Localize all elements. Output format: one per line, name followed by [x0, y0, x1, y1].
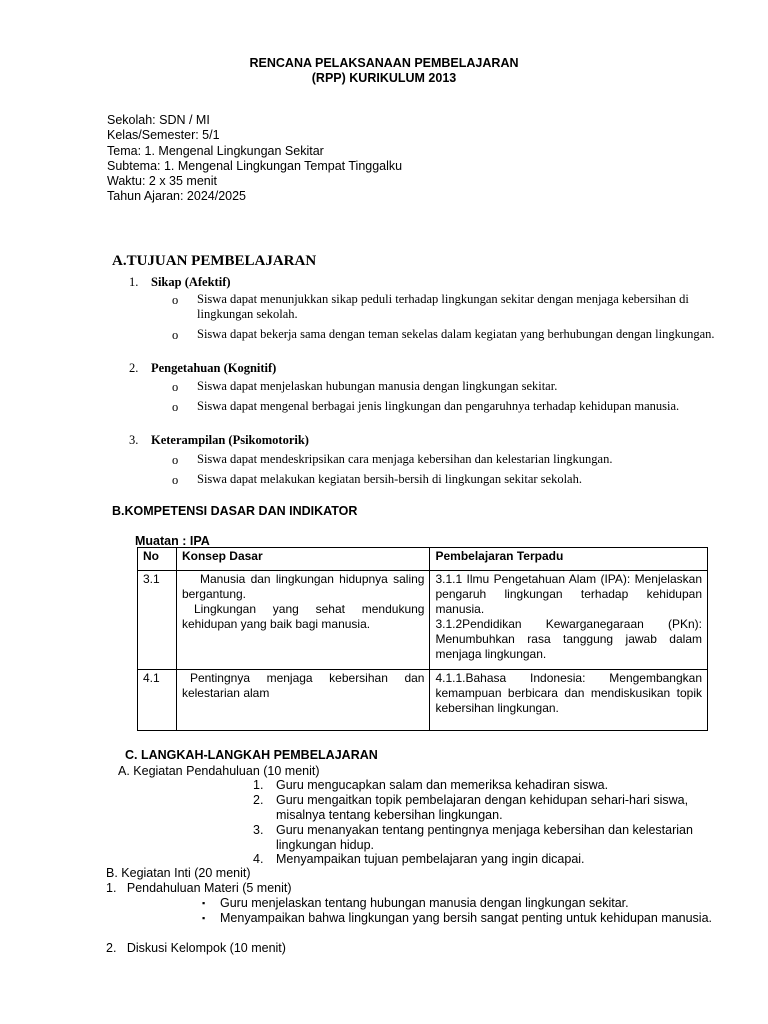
objective-item: Siswa dapat menjelaskan hubungan manusia dengan lingkungan sekitar.: [197, 379, 558, 393]
info-theme: Tema: 1. Mengenal Lingkungan Sekitar: [107, 143, 324, 158]
section-b-heading: B.KOMPETENSI DASAR DAN INDIKATOR: [112, 504, 358, 518]
objective-group-number: 1.: [129, 275, 139, 289]
objective-item: Siswa dapat mengenal berbagai jenis lingkungan dan pengaruhnya terhadap kehidupan manusia.: [197, 399, 680, 413]
objective-item: Siswa dapat menunjukkan sikap peduli terhadap lingkungan sekitar dengan menjaga kebersihan di lingkungan sekolah.: [197, 292, 689, 322]
subject-label: Muatan : IPA: [135, 534, 210, 548]
objective-item: Siswa dapat mendeskripsikan cara menjaga kebersihan dan kelestarian lingkungan.: [197, 452, 613, 466]
step-number: 1.: [253, 778, 264, 792]
bullet-marker: o: [172, 473, 179, 487]
step-text: Guru menanyakan tentang pentingnya menjaga kebersihan dan kelestarian lingkungan hidup.: [276, 823, 693, 852]
objective-group-3: [129, 433, 309, 448]
terpadu-paragraph: 3.1.2Pendidikan Kewarganegaraan (PKn): Menumbuhkan rasa tanggung jawab dalam menjaga lingkungan.: [435, 617, 702, 661]
objective-group-title: Keterampilan (Psikomotorik): [151, 433, 309, 447]
bullet-marker: o: [172, 293, 179, 307]
step-text: Menyampaikan tujuan pembelajaran yang ingin dicapai.: [276, 852, 585, 866]
inti-bullet-text: Menyampaikan bahwa lingkungan yang bersih sangat penting untuk kehidupan manusia.: [220, 911, 713, 925]
square-bullet-icon: ▪: [202, 913, 206, 923]
terpadu-paragraph: 4.1.1.Bahasa Indonesia: Mengembangkan kemampuan berbicara dan mendiskusikan topik kebersihan lingkungan.: [435, 671, 702, 715]
inti-title: B. Kegiatan Inti (20 menit): [106, 866, 251, 880]
inti-subsection-number: 1.: [106, 881, 117, 895]
section-c-heading: C. LANGKAH-LANGKAH PEMBELAJARAN: [125, 748, 378, 762]
inti-bullet-item: [202, 896, 722, 911]
info-academic-year: Tahun Ajaran: 2024/2025: [107, 189, 247, 204]
objective-item: Siswa dapat bekerja sama dengan teman sekelas dalam kegiatan yang berhubungan dengan lingkungan.: [197, 327, 715, 341]
pendahuluan-step: [253, 823, 723, 853]
pendahuluan-step: [253, 852, 723, 867]
konsep-paragraph: Lingkungan yang sehat mendukung kehidupan yang baik bagi manusia.: [181, 602, 425, 631]
cell-terpadu: [430, 670, 708, 731]
pendahuluan-title: A. Kegiatan Pendahuluan (10 menit): [118, 764, 320, 778]
competency-table: [137, 547, 708, 731]
step-number: 3.: [253, 823, 264, 837]
cell-no: 3.1: [138, 571, 177, 670]
objective-item: Siswa dapat melakukan kegiatan bersih-bersih di lingkungan sekitar sekolah.: [197, 472, 582, 486]
info-class-semester: Kelas/Semester: 5/1: [107, 128, 220, 143]
document-title-line2: (RPP) KURIKULUM 2013: [311, 71, 457, 85]
konsep-paragraph: Manusia dan lingkungan hidupnya saling bergantung.: [181, 572, 425, 601]
inti-bullet-item: [202, 911, 722, 926]
step-text: Guru mengucapkan salam dan memeriksa kehadiran siswa.: [276, 778, 609, 792]
square-bullet-icon: ▪: [202, 898, 206, 908]
inti-subsection-title: Diskusi Kelompok (10 menit): [126, 941, 286, 955]
inti-subsection-1: [106, 881, 292, 896]
terpadu-paragraph: 3.1.1 Ilmu Pengetahuan Alam (IPA): Menjelaskan pengaruh lingkungan terhadap kehidupan manusia.: [435, 572, 702, 616]
cell-konsep: [176, 571, 430, 670]
table-row: [138, 571, 708, 670]
bullet-marker: o: [172, 328, 179, 342]
objective-group-number: 3.: [129, 433, 139, 447]
inti-subsection-2: [106, 941, 286, 956]
bullet-marker: o: [172, 400, 179, 414]
cell-konsep: [176, 670, 430, 731]
document-title-line1: RENCANA PELAKSANAAN PEMBELAJARAN: [249, 56, 519, 70]
inti-subsection-title: Pendahuluan Materi (5 menit): [126, 881, 292, 895]
objective-group-number: 2.: [129, 361, 139, 375]
info-school: Sekolah: SDN / MI: [107, 113, 210, 127]
objective-group-1: [129, 275, 231, 290]
step-number: 4.: [253, 852, 264, 866]
step-text: Guru mengaitkan topik pembelajaran dengan kehidupan sehari-hari siswa, misalnya tentang kebersihan lingkungan.: [276, 793, 689, 822]
table-row: [138, 670, 708, 731]
konsep-paragraph: Pentingnya menjaga kebersihan dan kelestarian alam: [181, 671, 425, 700]
bullet-marker: o: [172, 453, 179, 467]
step-number: 2.: [253, 793, 264, 807]
cell-terpadu: [430, 571, 708, 670]
objective-group-2: [129, 361, 276, 376]
section-a-heading: A.TUJUAN PEMBELAJARAN: [112, 253, 317, 269]
inti-subsection-number: 2.: [106, 941, 117, 955]
pendahuluan-step: [253, 778, 723, 793]
objective-group-title: Pengetahuan (Kognitif): [151, 361, 277, 375]
info-subtheme: Subtema: 1. Mengenal Lingkungan Tempat Tinggalku: [107, 158, 403, 173]
info-time: Waktu: 2 x 35 menit: [107, 174, 217, 189]
bullet-marker: o: [172, 380, 179, 394]
cell-no: 4.1: [138, 670, 177, 731]
pendahuluan-step: [253, 793, 723, 823]
column-header-terpadu: Pembelajaran Terpadu: [430, 548, 708, 571]
inti-bullet-text: Guru menjelaskan tentang hubungan manusia dengan lingkungan sekitar.: [220, 896, 629, 910]
objective-group-title: Sikap (Afektif): [151, 275, 231, 289]
column-header-no: No: [138, 548, 177, 571]
school-info-block: [107, 113, 402, 205]
table-header-row: [138, 548, 708, 571]
column-header-konsep: Konsep Dasar: [176, 548, 430, 571]
